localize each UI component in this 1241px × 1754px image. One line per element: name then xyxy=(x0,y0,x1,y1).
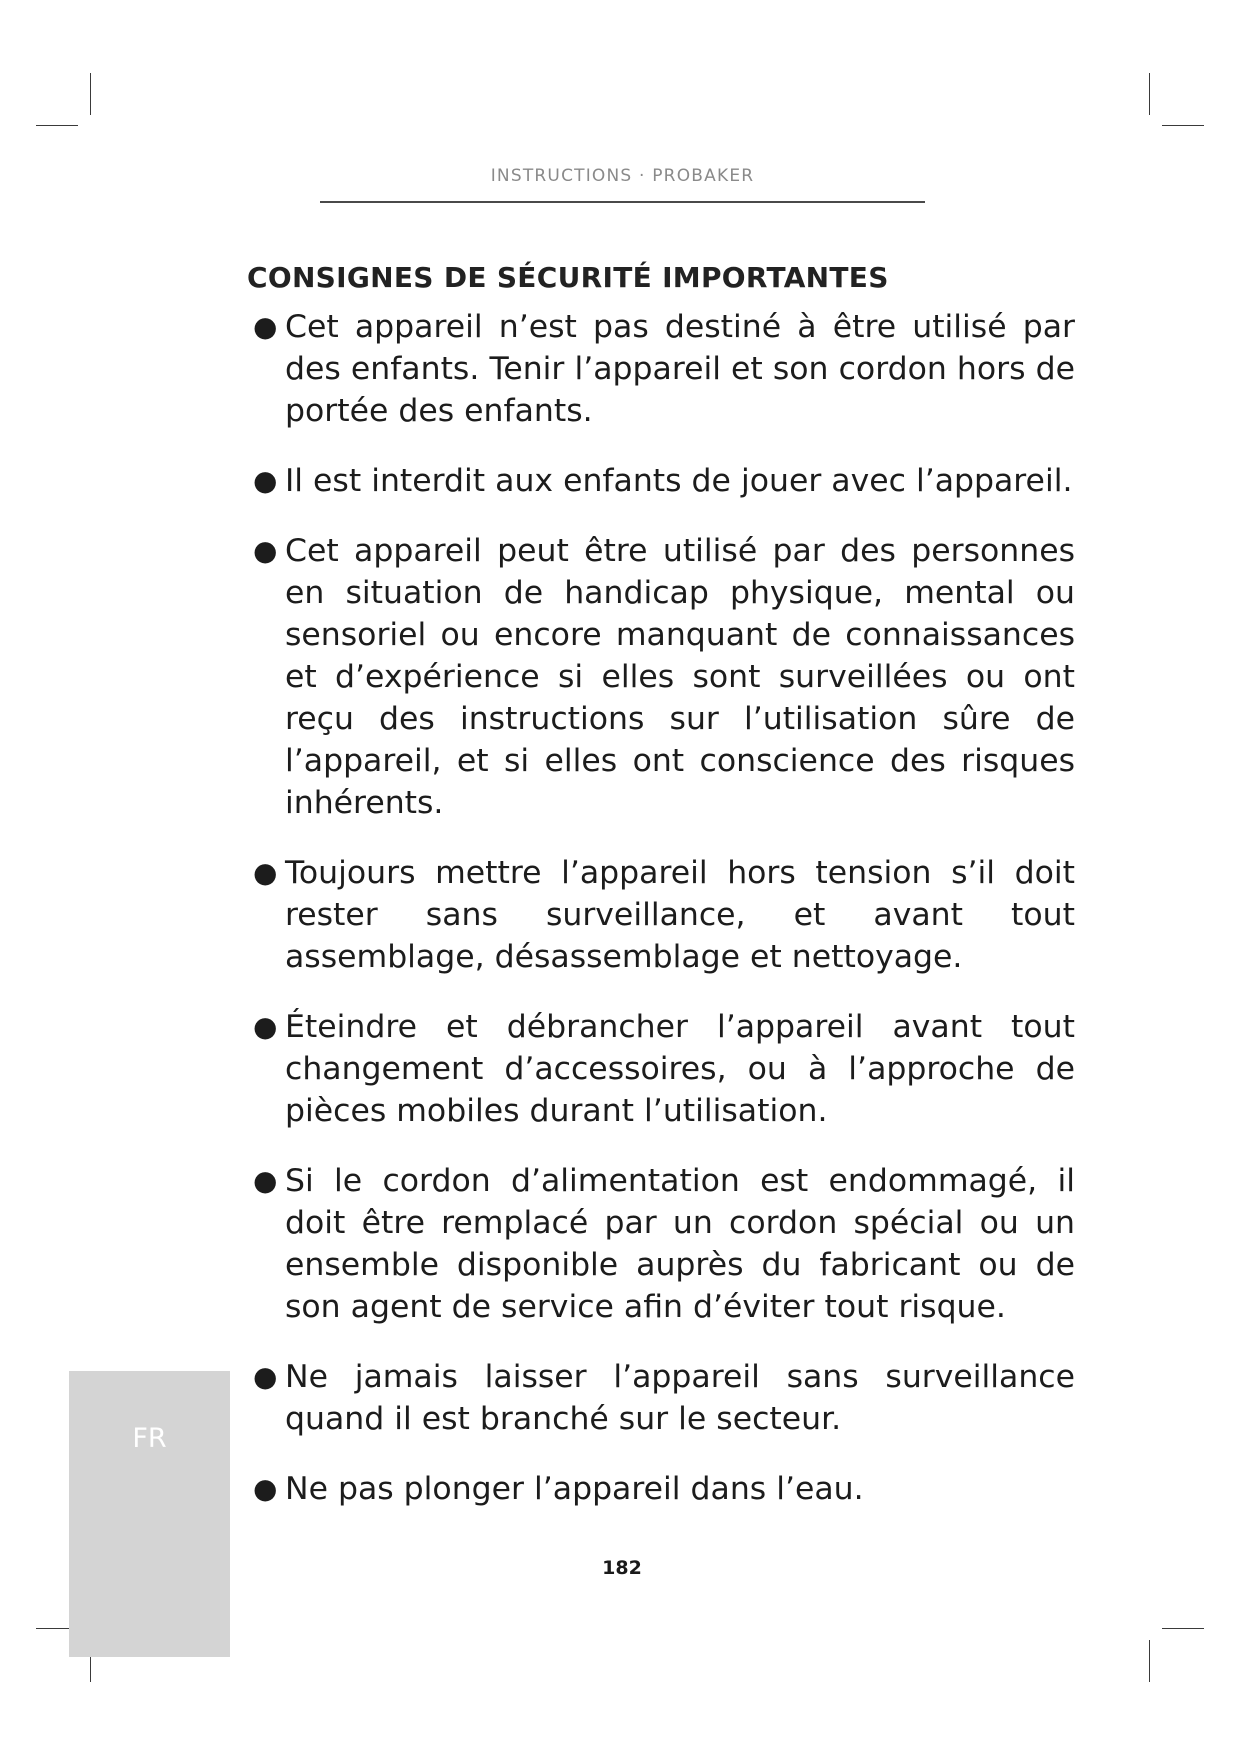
list-item xyxy=(247,1006,1075,1132)
running-header: INSTRUCTIONS · PROBAKER xyxy=(490,166,755,186)
bullet-icon: ● xyxy=(253,1164,278,1197)
bullet-icon: ● xyxy=(253,464,278,497)
section-title: CONSIGNES DE SÉCURITÉ IMPORTANTES xyxy=(247,261,889,294)
list-item-text: Ne jamais laisser l’appareil sans surveillance quand il est branché sur le secteur. xyxy=(285,1359,1075,1437)
bullet-icon: ● xyxy=(253,1360,278,1393)
bullet-icon: ● xyxy=(253,1010,278,1043)
crop-mark-top-left-vertical xyxy=(90,73,91,115)
list-item-text: Ne pas plonger l’appareil dans l’eau. xyxy=(285,1471,864,1507)
list-item xyxy=(247,1468,1075,1510)
crop-mark-top-right-horizontal xyxy=(1162,125,1204,126)
crop-mark-bottom-right-horizontal xyxy=(1162,1628,1204,1629)
crop-mark-top-left-horizontal xyxy=(36,125,78,126)
bullet-icon: ● xyxy=(253,856,278,889)
language-tab xyxy=(69,1371,230,1657)
crop-mark-top-right-vertical xyxy=(1149,73,1150,115)
list-item xyxy=(247,1160,1075,1328)
list-item xyxy=(247,460,1075,502)
list-item-text: Toujours mettre l’appareil hors tension s’il doit rester sans surveillance, et avant tout assemblage, désassemblage et nettoyage. xyxy=(285,855,1075,975)
list-item xyxy=(247,530,1075,824)
crop-mark-bottom-right-vertical xyxy=(1149,1640,1150,1682)
list-item-text: Il est interdit aux enfants de jouer avec l’appareil. xyxy=(285,463,1073,499)
page-number: 182 xyxy=(602,1557,642,1579)
header-divider xyxy=(320,201,925,203)
bullet-icon: ● xyxy=(253,534,278,567)
safety-instructions-section xyxy=(247,258,1075,1510)
list-item xyxy=(247,852,1075,978)
bullet-icon: ● xyxy=(253,310,278,343)
bullet-icon: ● xyxy=(253,1472,278,1505)
list-item-text: Éteindre et débrancher l’appareil avant tout changement d’accessoires, ou à l’approche de pièces mobiles durant l’utilisation. xyxy=(285,1009,1075,1129)
list-item xyxy=(247,306,1075,432)
safety-instructions-list xyxy=(247,306,1075,1510)
list-item-text: Cet appareil peut être utilisé par des personnes en situation de handicap physique, mental ou sensoriel ou encore manquant de connaissances et d’expérience si elles sont surveillées ou ont reçu des instructions sur l’utilisation sûre de l’appareil, et si elles ont conscience des risques inhérents. xyxy=(285,533,1075,821)
list-item-text: Cet appareil n’est pas destiné à être utilisé par des enfants. Tenir l’appareil et son cordon hors de portée des enfants. xyxy=(285,309,1075,429)
language-label: FR xyxy=(132,1423,167,1454)
list-item-text: Si le cordon d’alimentation est endommagé, il doit être remplacé par un cordon spécial ou un ensemble disponible auprès du fabricant ou de son agent de service afin d’éviter tout risque. xyxy=(285,1163,1075,1325)
list-item xyxy=(247,1356,1075,1440)
